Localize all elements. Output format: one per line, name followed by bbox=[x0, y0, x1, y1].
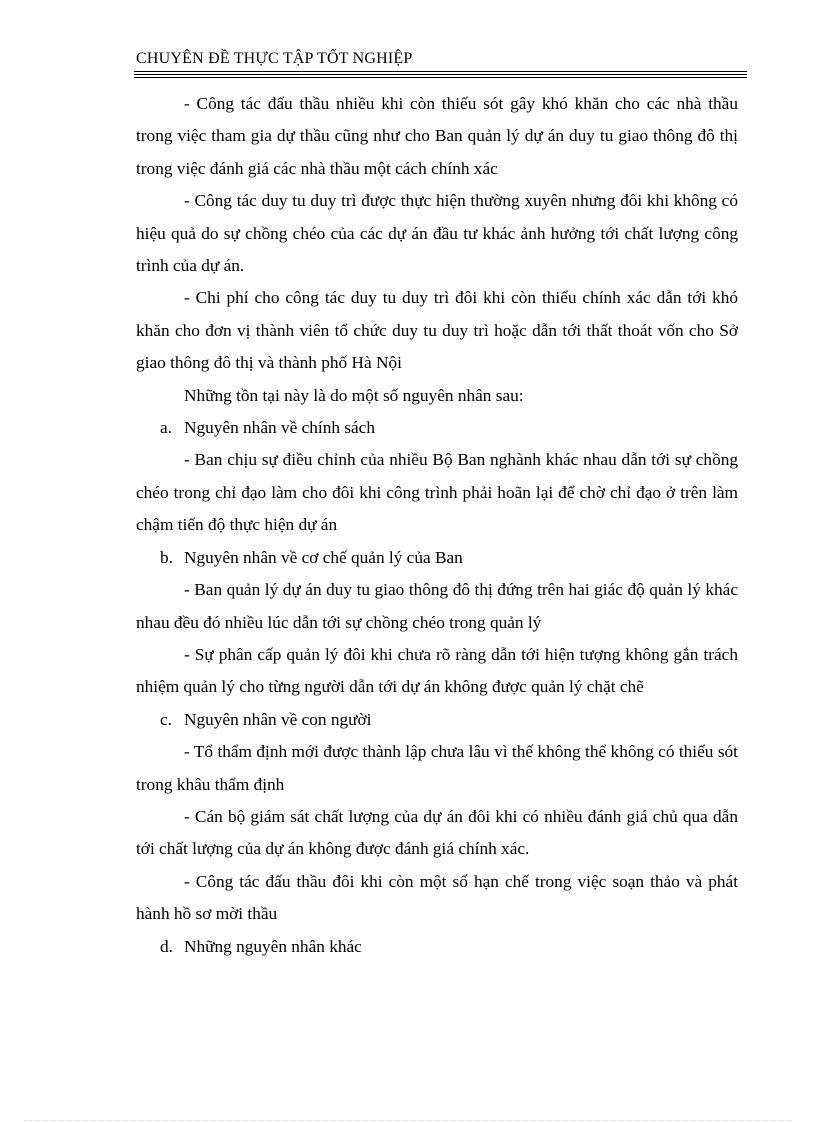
paragraph-cost-inaccuracy: - Chi phí cho công tác duy tu duy trì đôi khi còn thiếu chính xác dẫn tới khó khăn cho đơn vị thành viên tổ chức duy tu duy trì hoặc dẫn tới thất thoát vốn cho Sở giao thông đô thị và thành phố Hà Nội bbox=[136, 288, 738, 373]
list-marker: b. bbox=[160, 547, 173, 567]
list-item-management-causes bbox=[136, 542, 738, 574]
page-bottom-divider bbox=[24, 1120, 792, 1121]
paragraph-management-delegation: - Sự phân cấp quản lý đôi khi chưa rõ ràng dẫn tới hiện tượng không gắn trách nhiệm quản lý cho từng người dẫn tới dự án không được quản lý chặt chẽ bbox=[136, 644, 738, 697]
paragraph-maintenance-overlap: - Công tác duy tu duy trì được thực hiện thường xuyên nhưng đôi khi không có hiệu quả do sự chồng chéo của các dự án đầu tư khác ảnh hưởng tới chất lượng công trình của dự án. bbox=[136, 191, 738, 276]
list-marker: d. bbox=[160, 936, 173, 956]
paragraph-bidding-shortcomings: - Công tác đấu thầu nhiều khi còn thiếu sót gây khó khăn cho các nhà thầu trong việc tham gia dự thầu cũng như cho Ban quản lý dự án duy tu giao thông đô thị trong việc đánh giá các nhà thầu một cách chính xác bbox=[136, 94, 738, 178]
document-body bbox=[136, 88, 738, 963]
header-rule-middle bbox=[134, 74, 747, 75]
list-item-label: Nguyên nhân về cơ chế quản lý của Ban bbox=[184, 547, 463, 567]
paragraph-policy-detail: - Ban chịu sự điều chỉnh của nhiều Bộ Ban nghành khác nhau dẫn tới sự chồng chéo trong chỉ đạo làm cho đôi khi công trình phải hoãn lại để chờ chỉ đạo ở trên làm chậm tiến độ thực hiện dự án bbox=[136, 450, 738, 535]
paragraph-supervision-staff: - Cán bộ giám sát chất lượng của dự án đôi khi có nhiều đánh giá chủ qua dẫn tới chất lượng của dự án không được đánh giá chính xác. bbox=[136, 806, 738, 859]
paragraph-bidding-documents: - Công tác đấu thầu đôi khi còn một số hạn chế trong việc soạn thảo và phát hành hồ sơ mời thầu bbox=[136, 871, 738, 924]
paragraph-management-dual-role: - Ban quản lý dự án duy tu giao thông đô thị đứng trên hai giác độ quản lý khác nhau đều đó nhiều lúc dẫn tới sự chồng chéo trong quản lý bbox=[136, 580, 738, 632]
paragraph-causes-intro: Những tồn tại này là do một số nguyên nhân sau: bbox=[184, 385, 524, 405]
page-header-title: CHUYÊN ĐỀ THỰC TẬP TỐT NGHIỆP bbox=[136, 50, 413, 67]
list-marker: a. bbox=[160, 418, 172, 438]
list-item-other-causes bbox=[136, 931, 738, 963]
list-item-label: Nguyên nhân về chính sách bbox=[184, 418, 375, 438]
list-item-policy-causes bbox=[136, 412, 738, 444]
list-item-label: Nguyên nhân về con người bbox=[184, 709, 372, 729]
list-item-people-causes bbox=[136, 704, 738, 736]
list-item-label: Những nguyên nhân khác bbox=[184, 936, 362, 956]
header-rule-top bbox=[134, 71, 747, 72]
paragraph-appraisal-team: - Tổ thẩm định mới được thành lập chưa lâu vì thế không thể không có thiếu sót trong khâu thẩm định bbox=[136, 742, 738, 794]
list-marker: c. bbox=[160, 709, 172, 729]
header-rule-bottom bbox=[134, 77, 747, 78]
